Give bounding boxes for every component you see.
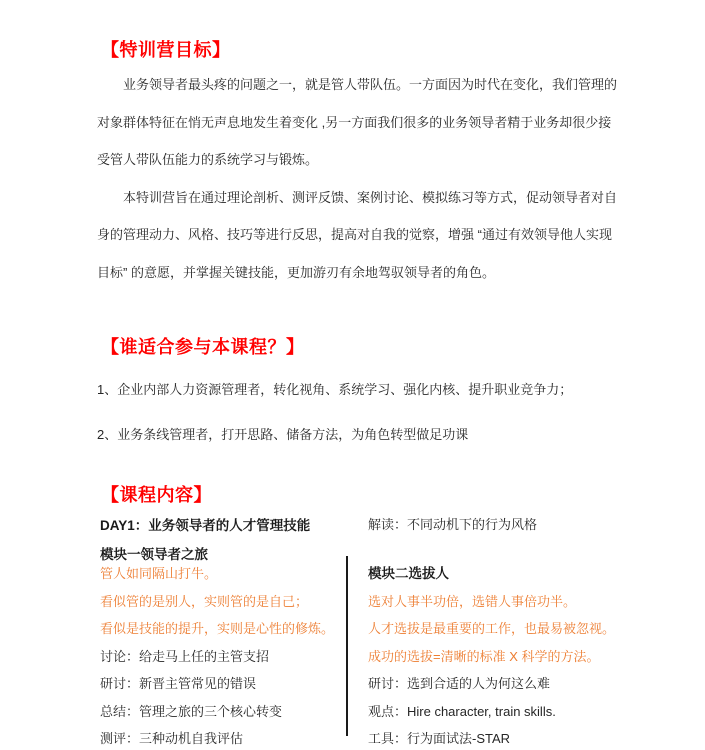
goals-paragraph-1: 业务领导者最头疼的问题之一，就是管人带队伍。一方面因为时代在变化，我们管理的对象群体特征在悄无声息地发生着变化 ,另一方面我们很多的业务领导者精于业务却很少接受管人带队伍能力的系统学习与锻炼。 bbox=[97, 77, 618, 167]
audience-list bbox=[97, 367, 637, 457]
audience-item-2: 2、业务条线管理者，打开思路、储备方法，为角色转型做足功课 bbox=[97, 427, 469, 442]
section-title-content: 【课程内容】 bbox=[101, 485, 212, 505]
goals-paragraph-2: 本特训营旨在通过理论剖析、测评反馈、案例讨论、模拟练习等方式，促动领导者对自身的管理动力、风格、技巧等进行反思，提高对自我的觉察，增强 “通过有效领导他人实现目标” 的意愿，并掌握关键技能，更加游刃有余地驾驭领导者的角色。 bbox=[97, 189, 618, 280]
module2-line: 研讨：选到合适的人为何这么难 bbox=[368, 676, 551, 691]
day1-heading: DAY1：业务领导者的人才管理技能 bbox=[100, 518, 311, 533]
module1-line: 总结：管理之旅的三个核心转变 bbox=[100, 703, 283, 719]
module1-line: 讨论：给走马上任的主管支招 bbox=[100, 648, 270, 664]
module1-line: 看似是技能的提升，实则是心性的修炼。 bbox=[100, 621, 335, 636]
day1-note: 解读：不同动机下的行为风格 bbox=[368, 517, 538, 532]
module2-line: 人才选拔是最重要的工作，也最易被忽视。 bbox=[368, 621, 616, 636]
module2-line: 观点：Hire character, train skills. bbox=[368, 703, 556, 719]
module1-title: 模块一领导者之旅 bbox=[100, 547, 208, 562]
module2-line: 工具：行为面试法-STAR bbox=[368, 731, 511, 746]
module2-column bbox=[368, 560, 648, 750]
module2-title: 模块二选拔人 bbox=[368, 566, 449, 581]
goals-paragraphs bbox=[97, 66, 617, 291]
section-title-goals: 【特训营目标】 bbox=[101, 40, 231, 60]
column-divider bbox=[346, 556, 348, 736]
module1-line: 研讨：新晋主管常见的错误 bbox=[100, 676, 257, 691]
module2-line: 成功的选拔=清晰的标准 X 科学的方法。 bbox=[368, 648, 600, 664]
module1-line: 看似管的是别人，实则管的是自己； bbox=[100, 593, 309, 609]
module1-line: 管人如同隔山打牛。 bbox=[100, 566, 218, 581]
module2-line: 选对人事半功倍，选错人事倍功半。 bbox=[368, 593, 577, 609]
audience-item-1: 1、企业内部人力资源管理者，转化视角、系统学习、强化内核、提升职业竞争力； bbox=[97, 382, 573, 397]
module1-line: 测评：三种动机自我评估 bbox=[100, 731, 244, 746]
module1-column bbox=[100, 560, 344, 750]
section-title-audience: 【谁适合参与本课程？】 bbox=[101, 337, 305, 357]
